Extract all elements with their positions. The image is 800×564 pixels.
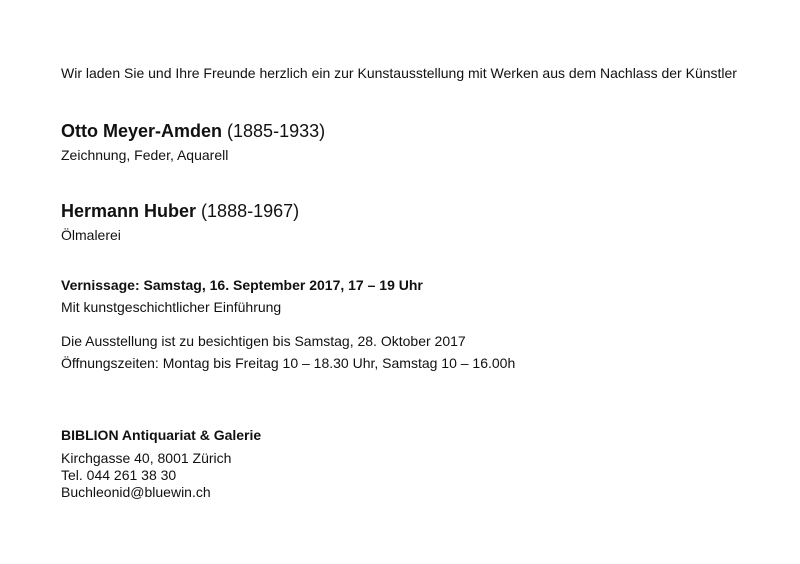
exhibition-until: Die Ausstellung ist zu besichtigen bis Samstag, 28. Oktober 2017 xyxy=(61,333,466,349)
intro-text: Wir laden Sie und Ihre Freunde herzlich ein zur Kunstausstellung mit Werken aus dem Nachlass der Künstler xyxy=(61,65,737,81)
vernissage-subtitle: Mit kunstgeschichtlicher Einführung xyxy=(61,299,282,315)
gallery-phone: Tel. 044 261 38 30 xyxy=(61,467,177,483)
artist-block-meyer-amden xyxy=(61,120,325,164)
artist-heading xyxy=(61,120,325,142)
artist-name: Otto Meyer-Amden xyxy=(61,121,223,141)
artist-heading xyxy=(61,200,299,222)
artist-block-huber xyxy=(61,200,299,244)
gallery-email: Buchleonid@bluewin.ch xyxy=(61,484,211,500)
artist-years: (1885-1933) xyxy=(227,121,326,141)
vernissage-heading: Vernissage: Samstag, 16. September 2017, 17 – 19 Uhr xyxy=(61,277,423,293)
vernissage-block xyxy=(61,276,423,316)
artist-years: (1888-1967) xyxy=(201,201,300,221)
artist-name: Hermann Huber xyxy=(61,201,197,221)
exhibition-info xyxy=(61,332,515,372)
artist-media: Ölmalerei xyxy=(61,227,121,243)
gallery-name: BIBLION Antiquariat & Galerie xyxy=(61,427,262,443)
opening-hours: Öffnungszeiten: Montag bis Freitag 10 – 18.30 Uhr, Samstag 10 – 16.00h xyxy=(61,355,516,371)
artist-media: Zeichnung, Feder, Aquarell xyxy=(61,147,229,163)
contact-block xyxy=(61,427,261,501)
gallery-address: Kirchgasse 40, 8001 Zürich xyxy=(61,450,232,466)
